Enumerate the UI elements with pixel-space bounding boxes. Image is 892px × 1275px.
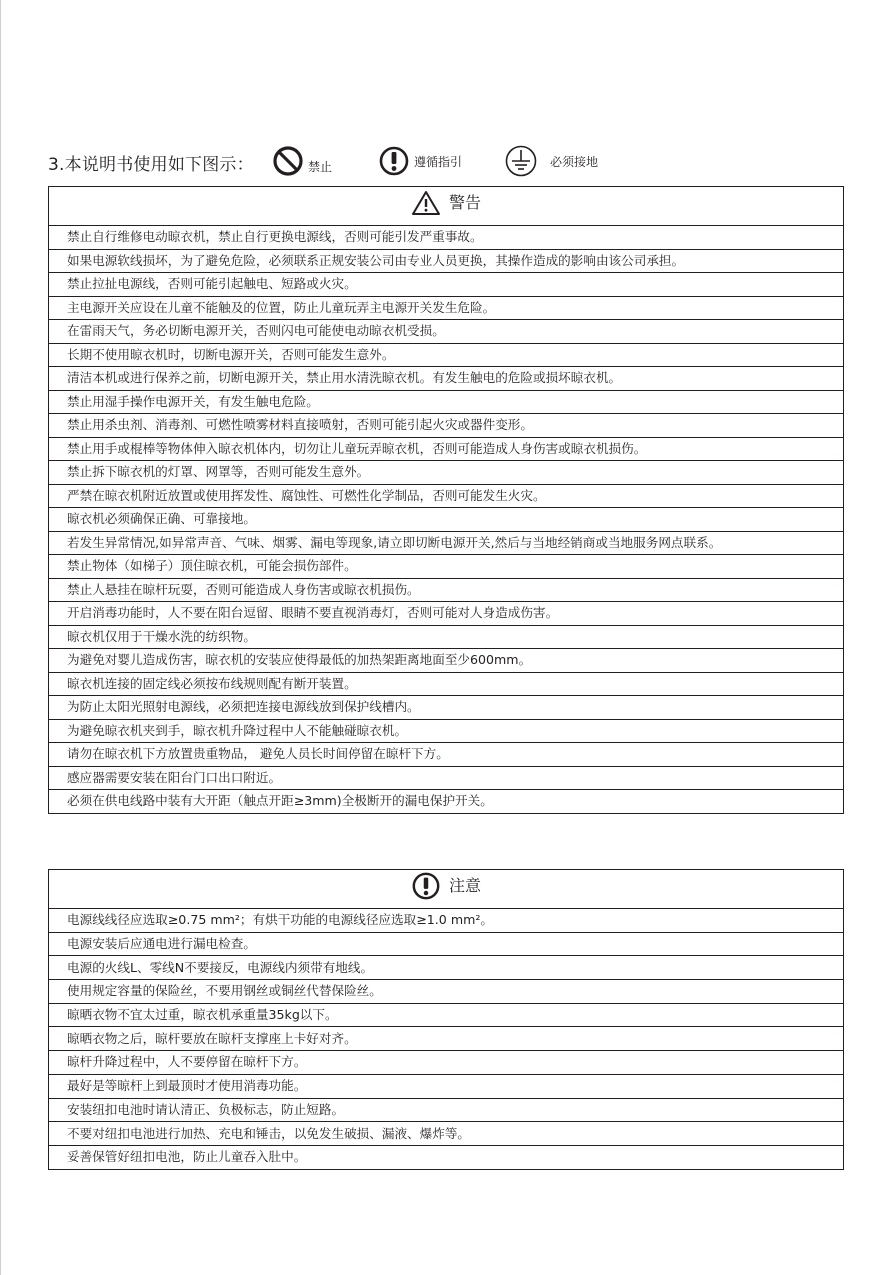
notice-item — [49, 1027, 844, 1051]
warning-item-text: 晾衣机仅用于干燥水洗的纺织物。 — [49, 625, 844, 649]
ground-icon — [504, 144, 538, 178]
warning-item — [49, 437, 844, 461]
warning-item-text: 禁止拉扯电源线，否则可能引起触电、短路或火灾。 — [49, 273, 844, 297]
warning-item — [49, 296, 844, 320]
warning-item — [49, 625, 844, 649]
legend-title: 3.本说明书使用如下图示： — [48, 155, 254, 175]
warning-item — [49, 790, 844, 814]
legend-item-ground — [504, 143, 598, 179]
legend-label-prohibition: 禁止 — [308, 159, 333, 174]
warning-item-text: 主电源开关应设在儿童不能触及的位置，防止儿童玩弄主电源开关发生危险。 — [49, 296, 844, 320]
warning-item-text: 禁止自行维修电动晾衣机，禁止自行更换电源线，否则可能引发严重事故。 — [49, 226, 844, 250]
warning-item — [49, 390, 844, 414]
warning-header-row — [49, 187, 844, 226]
icon-legend — [48, 143, 648, 179]
warning-item-text: 为避免对婴儿造成伤害，晾衣机的安装应使得最低的加热架距离地面至少600mm。 — [49, 649, 844, 673]
warning-title: 警告 — [448, 192, 481, 212]
warning-item-text: 清洁本机或进行保养之前，切断电源开关，禁止用水清洗晾衣机。有发生触电的危险或损坏晾衣机。 — [49, 367, 844, 391]
warning-item — [49, 555, 844, 579]
warning-item — [49, 414, 844, 438]
notice-table — [48, 869, 844, 1170]
exclamation-circle-icon — [411, 871, 441, 901]
warning-table — [48, 186, 844, 814]
notice-header — [49, 870, 844, 909]
legend-item-mandatory — [378, 143, 462, 179]
warning-item-text: 长期不使用晾衣机时，切断电源开关，否则可能发生意外。 — [49, 343, 844, 367]
notice-item-text: 晾晒衣物之后，晾杆要放在晾杆支撑座上卡好对齐。 — [49, 1027, 844, 1051]
legend-item-prohibition — [272, 143, 332, 179]
warning-item-text: 晾衣机连接的固定线必须按布线规则配有断开装置。 — [49, 672, 844, 696]
warning-item — [49, 367, 844, 391]
notice-header-row — [49, 870, 844, 909]
warning-item-text: 在雷雨天气，务必切断电源开关，否则闪电可能使电动晾衣机受损。 — [49, 320, 844, 344]
warning-item-text: 请勿在晾衣机下方放置贵重物品， 避免人员长时间停留在晾杆下方。 — [49, 743, 844, 767]
notice-item-text: 晾晒衣物不宜太过重，晾衣机承重量35kg以下。 — [49, 1003, 844, 1027]
notice-item — [49, 1051, 844, 1075]
notice-item — [49, 956, 844, 980]
notice-item-text: 电源的火线L、零线N不要接反，电源线内须带有地线。 — [49, 956, 844, 980]
warning-item-text: 为防止太阳光照射电源线，必须把连接电源线放到保护线槽内。 — [49, 696, 844, 720]
warning-item-text: 禁止物体（如梯子）顶住晾衣机，可能会损伤部件。 — [49, 555, 844, 579]
notice-item-text: 电源安装后应通电进行漏电检查。 — [49, 932, 844, 956]
page-edge — [0, 0, 1, 1275]
legend-label-mandatory: 遵循指引 — [414, 154, 463, 169]
prohibition-icon — [272, 145, 304, 177]
warning-item — [49, 719, 844, 743]
warning-item-text: 为避免晾衣机夹到手，晾衣机升降过程中人不能触碰晾衣机。 — [49, 719, 844, 743]
warning-item-text: 感应器需要安装在阳台门口出口附近。 — [49, 766, 844, 790]
warning-item — [49, 649, 844, 673]
warning-triangle-icon — [411, 190, 441, 216]
notice-item — [49, 1098, 844, 1122]
warning-item — [49, 531, 844, 555]
warning-item — [49, 484, 844, 508]
notice-item-text: 最好是等晾杆上到最顶时才使用消毒功能。 — [49, 1074, 844, 1098]
notice-item-text: 不要对纽扣电池进行加热、充电和锤击，以免发生破损、漏液、爆炸等。 — [49, 1122, 844, 1146]
notice-item — [49, 1074, 844, 1098]
notice-title: 注意 — [448, 875, 481, 895]
warning-item-text: 禁止拆下晾衣机的灯罩、网罩等，否则可能发生意外。 — [49, 461, 844, 485]
mandatory-exclamation-icon — [378, 145, 410, 177]
warning-item — [49, 696, 844, 720]
notice-item — [49, 909, 844, 933]
warning-item — [49, 461, 844, 485]
warning-item-text: 开启消毒功能时，人不要在阳台逗留、眼睛不要直视消毒灯，否则可能对人身造成伤害。 — [49, 602, 844, 626]
notice-item — [49, 1122, 844, 1146]
warning-item — [49, 273, 844, 297]
notice-item-text: 安装纽扣电池时请认清正、负极标志，防止短路。 — [49, 1098, 844, 1122]
legend-label-ground: 必须接地 — [550, 154, 599, 169]
warning-item — [49, 343, 844, 367]
notice-item — [49, 1003, 844, 1027]
warning-item — [49, 672, 844, 696]
notice-item-text: 使用规定容量的保险丝，不要用钢丝或铜丝代替保险丝。 — [49, 980, 844, 1004]
notice-item — [49, 980, 844, 1004]
notice-item — [49, 932, 844, 956]
warning-item — [49, 602, 844, 626]
warning-item-text: 如果电源软线损坏，为了避免危险，必须联系正规安装公司由专业人员更换，其操作造成的影响由该公司承担。 — [49, 249, 844, 273]
warning-item-text: 严禁在晾衣机附近放置或使用挥发性、腐蚀性、可燃性化学制品，否则可能发生火灾。 — [49, 484, 844, 508]
warning-item-text: 禁止用手或棍棒等物体伸入晾衣机体内，切勿让儿童玩弄晾衣机，否则可能造成人身伤害或晾衣机损伤。 — [49, 437, 844, 461]
warning-item — [49, 226, 844, 250]
warning-item — [49, 766, 844, 790]
warning-item — [49, 508, 844, 532]
warning-item-text: 禁止用湿手操作电源开关，有发生触电危险。 — [49, 390, 844, 414]
warning-item-text: 禁止人悬挂在晾杆玩耍，否则可能造成人身伤害或晾衣机损伤。 — [49, 578, 844, 602]
warning-item — [49, 743, 844, 767]
warning-item — [49, 249, 844, 273]
notice-item — [49, 1145, 844, 1169]
notice-item-text: 电源线线径应选取≥0.75 mm²；有烘干功能的电源线径应选取≥1.0 mm²。 — [49, 909, 844, 933]
warning-item-text: 禁止用杀虫剂、消毒剂、可燃性喷雾材料直接喷射，否则可能引起火灾或器件变形。 — [49, 414, 844, 438]
warning-item-text: 晾衣机必须确保正确、可靠接地。 — [49, 508, 844, 532]
warning-item — [49, 320, 844, 344]
warning-item-text: 若发生异常情况,如异常声音、气味、烟雾、漏电等现象,请立即切断电源开关,然后与当地经销商或当地服务网点联系。 — [49, 531, 844, 555]
warning-item-text: 必须在供电线路中装有大开距（触点开距≥3mm)全极断开的漏电保护开关。 — [49, 790, 844, 814]
warning-item — [49, 578, 844, 602]
warning-header — [49, 187, 844, 226]
notice-item-text: 妥善保管好纽扣电池，防止儿童吞入肚中。 — [49, 1145, 844, 1169]
notice-item-text: 晾杆升降过程中，人不要停留在晾杆下方。 — [49, 1051, 844, 1075]
